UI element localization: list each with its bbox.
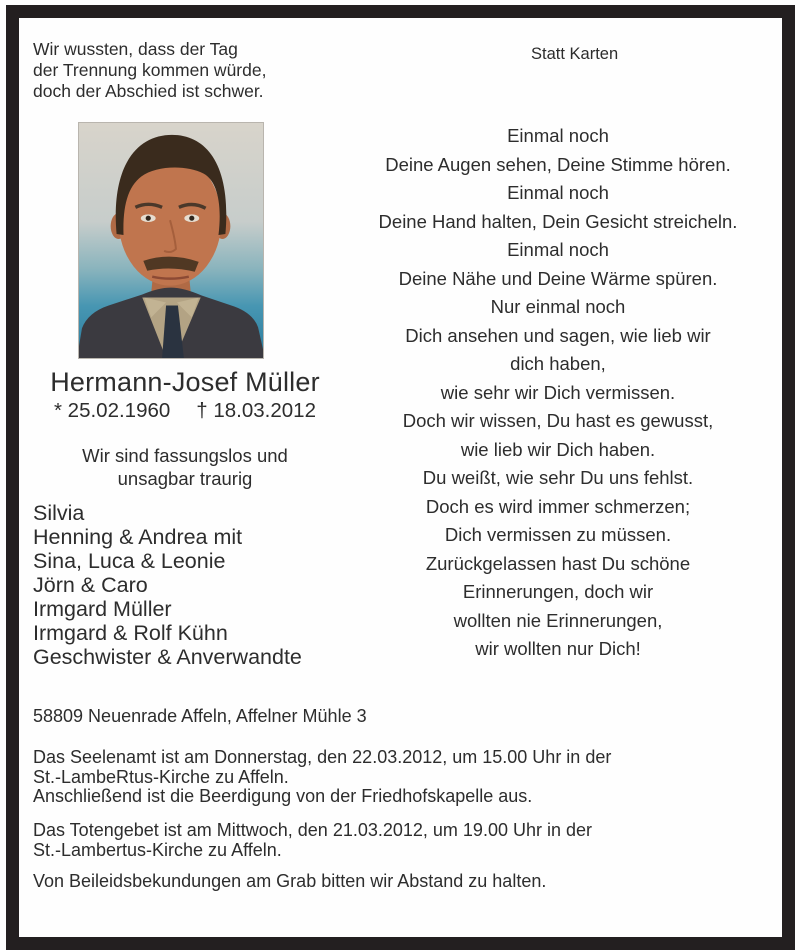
family-name: Sina, Luca & Leonie <box>33 549 226 573</box>
poem-line: Doch wir wissen, Du hast es gewusst, <box>402 410 714 431</box>
poem-line: wie lieb wir Dich haben. <box>460 438 656 460</box>
poem-line: dich haben, <box>510 353 606 374</box>
poem-line: Einmal noch <box>507 239 609 260</box>
poem-line: Dich vermissen zu müssen. <box>444 524 672 545</box>
totengebet-info <box>33 821 733 860</box>
intro-verse <box>33 39 266 102</box>
portrait-photo <box>78 122 264 359</box>
poem-line: Dich ansehen und sagen, wie lieb wir <box>405 324 711 346</box>
family-name: Henning & Andrea mit <box>33 525 243 549</box>
poem-line: Doch es wird immer schmerzen; <box>425 495 691 517</box>
poem-line: Deine Hand halten, Dein Gesicht streicheln. <box>378 210 738 232</box>
mourning-statement-line: unsagbar traurig <box>117 468 253 489</box>
mourning-statement <box>20 444 350 490</box>
pupil-right <box>189 216 194 221</box>
seelenamt-line: Anschließend ist die Beerdigung von der Friedhofskapelle aus. <box>33 786 533 806</box>
seelenamt-line: St.-LambeRtus-Kirche zu Affeln. <box>33 766 289 787</box>
family-name: Silvia <box>33 501 85 525</box>
poem-line: wir wollten nur Dich! <box>475 638 641 659</box>
pupil-left <box>146 216 151 221</box>
seelenamt-info <box>33 748 733 807</box>
family-name: Irmgard Müller <box>33 597 172 621</box>
totengebet-line: Das Totengebet ist am Mittwoch, den 21.03.2012, um 19.00 Uhr in der <box>33 820 592 840</box>
poem-line: Du weißt, wie sehr Du uns fehlst. <box>422 467 694 488</box>
poem-line: Deine Augen sehen, Deine Stimme hören. <box>385 153 731 175</box>
family-name: Geschwister & Anverwandte <box>33 645 302 669</box>
address-line: 58809 Neuenrade Affeln, Affelner Mühle 3 <box>33 706 367 726</box>
mourning-statement-line: Wir sind fassungslos und <box>82 445 288 466</box>
memorial-poem <box>345 122 771 664</box>
portrait-illustration <box>79 123 263 358</box>
deceased-name: Hermann-Josef Müller <box>50 367 320 397</box>
life-dates <box>20 399 350 423</box>
poem-line: Erinnerungen, doch wir <box>462 581 654 602</box>
intro-verse-line: Wir wussten, dass der Tag <box>33 39 238 59</box>
poem-line: wie sehr wir Dich vermissen. <box>440 381 676 403</box>
intro-verse-line: doch der Abschied ist schwer. <box>33 81 264 101</box>
family-name: Jörn & Caro <box>33 573 148 597</box>
poem-line: Deine Nähe und Deine Wärme spüren. <box>398 267 718 289</box>
poem-line: Nur einmal noch <box>490 296 626 317</box>
totengebet-line: St.-Lambertus-Kirche zu Affeln. <box>33 839 282 860</box>
condolence-note: Von Beileidsbekundungen am Grab bitten wir Abstand zu halten. <box>33 871 547 891</box>
death-date: † 18.03.2012 <box>196 399 316 422</box>
seelenamt-line: Das Seelenamt ist am Donnerstag, den 22.03.2012, um 15.00 Uhr in der <box>33 747 612 767</box>
poem-line: Zurückgelassen hast Du schöne <box>425 552 691 574</box>
poem-line: wollten nie Erinnerungen, <box>453 609 663 631</box>
poem-line: Einmal noch <box>507 182 609 203</box>
birth-date: * 25.02.1960 <box>54 399 171 422</box>
statt-karten-note: Statt Karten <box>531 45 619 63</box>
intro-verse-line: der Trennung kommen würde, <box>33 60 267 80</box>
family-names <box>33 501 363 669</box>
family-name: Irmgard & Rolf Kühn <box>33 621 228 645</box>
poem-line: Einmal noch <box>507 125 609 146</box>
